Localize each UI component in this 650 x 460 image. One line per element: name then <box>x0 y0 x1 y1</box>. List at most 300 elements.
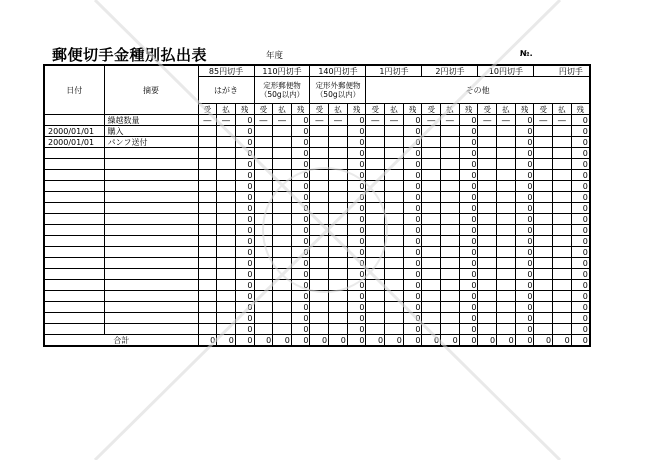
paid-cell[interactable] <box>329 181 348 192</box>
paid-cell[interactable] <box>441 280 460 291</box>
total-value-cell[interactable]: 0 <box>217 335 236 347</box>
balance-cell[interactable]: 0 <box>291 148 310 159</box>
balance-cell[interactable]: 0 <box>403 214 422 225</box>
received-cell[interactable] <box>254 181 273 192</box>
date-cell[interactable] <box>44 269 104 280</box>
paid-cell[interactable] <box>273 291 292 302</box>
received-cell[interactable] <box>422 159 441 170</box>
balance-cell[interactable]: 0 <box>235 236 254 247</box>
balance-cell[interactable]: 0 <box>515 302 534 313</box>
received-cell[interactable] <box>534 313 553 324</box>
received-cell[interactable] <box>366 214 385 225</box>
total-value-cell[interactable]: 0 <box>198 335 217 347</box>
paid-cell[interactable] <box>273 269 292 280</box>
received-cell[interactable] <box>534 170 553 181</box>
received-cell[interactable] <box>534 236 553 247</box>
received-cell[interactable] <box>422 236 441 247</box>
balance-cell[interactable]: 0 <box>235 115 254 126</box>
received-cell[interactable] <box>198 225 217 236</box>
summary-cell[interactable] <box>104 214 198 225</box>
balance-cell[interactable]: 0 <box>459 214 478 225</box>
received-cell[interactable] <box>478 258 497 269</box>
paid-cell[interactable] <box>273 225 292 236</box>
paid-cell[interactable] <box>217 170 236 181</box>
received-cell[interactable] <box>534 225 553 236</box>
received-cell[interactable] <box>254 225 273 236</box>
balance-cell[interactable]: 0 <box>571 159 590 170</box>
paid-cell[interactable] <box>553 203 572 214</box>
received-cell[interactable] <box>366 137 385 148</box>
date-cell[interactable] <box>44 280 104 291</box>
received-cell[interactable] <box>478 148 497 159</box>
received-cell[interactable] <box>422 126 441 137</box>
paid-cell[interactable] <box>385 269 404 280</box>
balance-cell[interactable]: 0 <box>347 225 366 236</box>
balance-cell[interactable]: 0 <box>571 313 590 324</box>
paid-cell[interactable] <box>385 236 404 247</box>
total-value-cell[interactable]: 0 <box>534 335 553 347</box>
balance-cell[interactable]: 0 <box>459 181 478 192</box>
received-cell[interactable] <box>254 313 273 324</box>
total-value-cell[interactable]: 0 <box>310 335 329 347</box>
balance-cell[interactable]: 0 <box>403 137 422 148</box>
date-cell[interactable] <box>44 258 104 269</box>
received-cell[interactable] <box>198 214 217 225</box>
total-value-cell[interactable]: 0 <box>553 335 572 347</box>
paid-cell[interactable] <box>553 159 572 170</box>
received-cell[interactable] <box>310 148 329 159</box>
paid-cell[interactable] <box>385 170 404 181</box>
paid-cell[interactable] <box>441 137 460 148</box>
balance-cell[interactable]: 0 <box>235 302 254 313</box>
total-value-cell[interactable]: 0 <box>254 335 273 347</box>
balance-cell[interactable]: 0 <box>571 324 590 335</box>
received-cell[interactable] <box>310 247 329 258</box>
summary-cell[interactable] <box>104 247 198 258</box>
balance-cell[interactable]: 0 <box>403 269 422 280</box>
received-cell[interactable] <box>366 324 385 335</box>
balance-cell[interactable]: 0 <box>235 192 254 203</box>
paid-cell[interactable] <box>329 302 348 313</box>
received-cell[interactable] <box>254 170 273 181</box>
paid-cell[interactable] <box>329 258 348 269</box>
paid-cell[interactable] <box>441 291 460 302</box>
received-cell[interactable] <box>422 324 441 335</box>
summary-cell[interactable] <box>104 258 198 269</box>
paid-cell[interactable] <box>217 126 236 137</box>
date-cell[interactable] <box>44 181 104 192</box>
summary-cell[interactable] <box>104 313 198 324</box>
paid-cell[interactable] <box>329 159 348 170</box>
paid-cell[interactable] <box>385 247 404 258</box>
received-cell[interactable] <box>534 302 553 313</box>
total-value-cell[interactable]: 0 <box>497 335 516 347</box>
summary-cell[interactable] <box>104 192 198 203</box>
balance-cell[interactable]: 0 <box>403 203 422 214</box>
paid-cell[interactable] <box>497 269 516 280</box>
received-cell[interactable] <box>310 302 329 313</box>
balance-cell[interactable]: 0 <box>459 115 478 126</box>
received-cell[interactable] <box>478 324 497 335</box>
balance-cell[interactable]: 0 <box>459 236 478 247</box>
balance-cell[interactable]: 0 <box>515 291 534 302</box>
paid-cell[interactable] <box>217 214 236 225</box>
balance-cell[interactable]: 0 <box>515 115 534 126</box>
balance-cell[interactable]: 0 <box>459 192 478 203</box>
balance-cell[interactable]: 0 <box>291 214 310 225</box>
received-cell[interactable] <box>310 291 329 302</box>
balance-cell[interactable]: 0 <box>235 324 254 335</box>
received-cell[interactable] <box>310 126 329 137</box>
paid-cell[interactable] <box>273 181 292 192</box>
paid-cell[interactable] <box>217 302 236 313</box>
received-cell[interactable] <box>254 192 273 203</box>
received-cell[interactable] <box>534 148 553 159</box>
balance-cell[interactable]: 0 <box>403 126 422 137</box>
balance-cell[interactable]: 0 <box>403 181 422 192</box>
paid-cell[interactable] <box>385 126 404 137</box>
paid-cell[interactable] <box>273 324 292 335</box>
paid-cell[interactable] <box>441 269 460 280</box>
total-value-cell[interactable]: 0 <box>403 335 422 347</box>
paid-cell[interactable] <box>553 148 572 159</box>
total-value-cell[interactable]: 0 <box>422 335 441 347</box>
total-value-cell[interactable]: 0 <box>235 335 254 347</box>
received-cell[interactable] <box>198 148 217 159</box>
paid-cell[interactable] <box>497 181 516 192</box>
received-cell[interactable] <box>366 148 385 159</box>
paid-cell[interactable] <box>217 258 236 269</box>
paid-cell[interactable] <box>553 280 572 291</box>
balance-cell[interactable]: 0 <box>515 324 534 335</box>
paid-cell[interactable] <box>217 181 236 192</box>
received-cell[interactable] <box>254 148 273 159</box>
balance-cell[interactable]: 0 <box>459 148 478 159</box>
balance-cell[interactable]: 0 <box>347 258 366 269</box>
balance-cell[interactable]: 0 <box>403 258 422 269</box>
paid-cell[interactable] <box>217 192 236 203</box>
received-cell[interactable] <box>254 302 273 313</box>
paid-cell[interactable] <box>497 126 516 137</box>
received-cell[interactable] <box>198 192 217 203</box>
date-cell[interactable] <box>44 291 104 302</box>
paid-cell[interactable] <box>497 302 516 313</box>
date-cell[interactable] <box>44 115 104 126</box>
balance-cell[interactable]: 0 <box>515 192 534 203</box>
received-cell[interactable] <box>366 302 385 313</box>
paid-cell[interactable] <box>329 247 348 258</box>
total-value-cell[interactable]: 0 <box>273 335 292 347</box>
balance-cell[interactable]: 0 <box>291 258 310 269</box>
paid-cell[interactable] <box>441 181 460 192</box>
received-cell[interactable] <box>534 126 553 137</box>
received-cell[interactable] <box>310 159 329 170</box>
received-cell[interactable] <box>422 170 441 181</box>
balance-cell[interactable]: 0 <box>235 313 254 324</box>
paid-cell[interactable] <box>273 170 292 181</box>
received-cell[interactable] <box>198 258 217 269</box>
balance-cell[interactable]: 0 <box>403 302 422 313</box>
balance-cell[interactable]: 0 <box>235 247 254 258</box>
total-value-cell[interactable]: 0 <box>347 335 366 347</box>
summary-cell[interactable] <box>104 236 198 247</box>
paid-cell[interactable] <box>273 126 292 137</box>
received-cell[interactable] <box>534 214 553 225</box>
paid-cell[interactable] <box>441 258 460 269</box>
received-cell[interactable] <box>198 247 217 258</box>
paid-cell[interactable] <box>441 192 460 203</box>
summary-cell[interactable] <box>104 269 198 280</box>
balance-cell[interactable]: 0 <box>515 203 534 214</box>
paid-cell[interactable] <box>273 159 292 170</box>
balance-cell[interactable]: 0 <box>235 126 254 137</box>
balance-cell[interactable]: 0 <box>347 313 366 324</box>
balance-cell[interactable]: 0 <box>571 214 590 225</box>
paid-cell[interactable] <box>329 324 348 335</box>
paid-cell[interactable] <box>217 324 236 335</box>
balance-cell[interactable]: 0 <box>347 302 366 313</box>
balance-cell[interactable]: 0 <box>515 236 534 247</box>
paid-cell[interactable] <box>385 225 404 236</box>
paid-cell[interactable] <box>553 192 572 203</box>
balance-cell[interactable]: 0 <box>235 137 254 148</box>
balance-cell[interactable]: 0 <box>571 192 590 203</box>
paid-cell[interactable] <box>497 159 516 170</box>
summary-cell[interactable] <box>104 302 198 313</box>
received-cell[interactable] <box>534 192 553 203</box>
balance-cell[interactable]: 0 <box>403 291 422 302</box>
paid-cell[interactable] <box>441 225 460 236</box>
balance-cell[interactable]: 0 <box>459 126 478 137</box>
paid-cell[interactable] <box>497 247 516 258</box>
balance-cell[interactable]: 0 <box>571 247 590 258</box>
balance-cell[interactable]: 0 <box>291 137 310 148</box>
paid-cell[interactable] <box>441 159 460 170</box>
balance-cell[interactable]: 0 <box>459 137 478 148</box>
balance-cell[interactable]: 0 <box>291 170 310 181</box>
balance-cell[interactable]: 0 <box>515 225 534 236</box>
balance-cell[interactable]: 0 <box>291 302 310 313</box>
balance-cell[interactable]: 0 <box>571 170 590 181</box>
paid-cell[interactable] <box>497 170 516 181</box>
paid-cell[interactable] <box>217 247 236 258</box>
paid-cell[interactable] <box>441 214 460 225</box>
paid-cell[interactable] <box>497 313 516 324</box>
received-cell[interactable] <box>310 137 329 148</box>
balance-cell[interactable]: 0 <box>515 214 534 225</box>
received-cell[interactable] <box>478 126 497 137</box>
received-cell[interactable] <box>254 247 273 258</box>
paid-cell[interactable] <box>553 313 572 324</box>
balance-cell[interactable]: 0 <box>403 236 422 247</box>
balance-cell[interactable]: 0 <box>347 170 366 181</box>
received-cell[interactable] <box>478 313 497 324</box>
date-cell[interactable] <box>44 214 104 225</box>
received-cell[interactable] <box>310 313 329 324</box>
paid-cell[interactable] <box>553 137 572 148</box>
received-cell[interactable] <box>366 225 385 236</box>
paid-cell[interactable] <box>329 313 348 324</box>
paid-cell[interactable] <box>217 280 236 291</box>
balance-cell[interactable]: 0 <box>235 258 254 269</box>
balance-cell[interactable]: 0 <box>571 148 590 159</box>
received-cell[interactable] <box>254 280 273 291</box>
date-cell[interactable] <box>44 247 104 258</box>
received-cell[interactable] <box>254 214 273 225</box>
received-cell[interactable] <box>254 236 273 247</box>
paid-cell[interactable] <box>553 236 572 247</box>
balance-cell[interactable]: 0 <box>347 159 366 170</box>
paid-cell[interactable] <box>217 225 236 236</box>
received-cell[interactable] <box>422 291 441 302</box>
paid-cell[interactable] <box>385 181 404 192</box>
date-cell[interactable] <box>44 236 104 247</box>
balance-cell[interactable]: 0 <box>403 148 422 159</box>
balance-cell[interactable]: 0 <box>235 159 254 170</box>
paid-cell[interactable] <box>329 148 348 159</box>
received-cell[interactable] <box>366 247 385 258</box>
received-cell[interactable] <box>478 192 497 203</box>
balance-cell[interactable]: 0 <box>235 225 254 236</box>
paid-cell[interactable] <box>497 280 516 291</box>
paid-cell[interactable] <box>385 159 404 170</box>
balance-cell[interactable]: 0 <box>459 258 478 269</box>
balance-cell[interactable]: 0 <box>347 247 366 258</box>
paid-cell[interactable] <box>441 203 460 214</box>
date-cell[interactable] <box>44 302 104 313</box>
received-cell[interactable] <box>478 214 497 225</box>
balance-cell[interactable]: 0 <box>515 181 534 192</box>
balance-cell[interactable]: 0 <box>515 159 534 170</box>
received-cell[interactable] <box>310 269 329 280</box>
balance-cell[interactable]: 0 <box>347 115 366 126</box>
received-cell[interactable] <box>478 181 497 192</box>
received-cell[interactable] <box>478 269 497 280</box>
paid-cell[interactable] <box>217 313 236 324</box>
received-cell[interactable] <box>422 247 441 258</box>
paid-cell[interactable] <box>553 291 572 302</box>
received-cell[interactable] <box>254 126 273 137</box>
paid-cell[interactable] <box>385 203 404 214</box>
paid-cell[interactable] <box>497 324 516 335</box>
paid-cell[interactable] <box>553 258 572 269</box>
received-cell[interactable] <box>534 258 553 269</box>
received-cell[interactable] <box>198 137 217 148</box>
received-cell[interactable] <box>254 159 273 170</box>
received-cell[interactable] <box>310 258 329 269</box>
summary-cell[interactable] <box>104 291 198 302</box>
summary-cell[interactable] <box>104 181 198 192</box>
received-cell[interactable] <box>198 203 217 214</box>
date-cell[interactable] <box>44 148 104 159</box>
paid-cell[interactable] <box>385 214 404 225</box>
balance-cell[interactable]: 0 <box>459 170 478 181</box>
date-cell[interactable] <box>44 203 104 214</box>
paid-cell[interactable] <box>273 203 292 214</box>
paid-cell[interactable] <box>329 269 348 280</box>
balance-cell[interactable]: 0 <box>403 247 422 258</box>
paid-cell[interactable] <box>441 126 460 137</box>
paid-cell[interactable] <box>385 148 404 159</box>
received-cell[interactable] <box>422 269 441 280</box>
paid-cell[interactable] <box>385 302 404 313</box>
paid-cell[interactable] <box>273 192 292 203</box>
balance-cell[interactable]: 0 <box>571 115 590 126</box>
balance-cell[interactable]: 0 <box>403 115 422 126</box>
received-cell[interactable] <box>310 192 329 203</box>
balance-cell[interactable]: 0 <box>459 324 478 335</box>
received-cell[interactable] <box>534 247 553 258</box>
total-value-cell[interactable]: 0 <box>571 335 590 347</box>
received-cell[interactable] <box>310 214 329 225</box>
paid-cell[interactable] <box>553 269 572 280</box>
balance-cell[interactable]: 0 <box>347 192 366 203</box>
date-cell[interactable] <box>44 324 104 335</box>
paid-cell[interactable] <box>273 148 292 159</box>
received-cell[interactable] <box>198 126 217 137</box>
balance-cell[interactable]: 0 <box>515 137 534 148</box>
received-cell[interactable] <box>534 137 553 148</box>
balance-cell[interactable]: 0 <box>515 280 534 291</box>
balance-cell[interactable]: 0 <box>291 324 310 335</box>
balance-cell[interactable]: 0 <box>459 269 478 280</box>
balance-cell[interactable]: 0 <box>291 291 310 302</box>
received-cell[interactable] <box>366 159 385 170</box>
paid-cell[interactable] <box>329 291 348 302</box>
balance-cell[interactable]: 0 <box>403 192 422 203</box>
paid-cell[interactable] <box>441 170 460 181</box>
received-cell[interactable] <box>478 159 497 170</box>
paid-cell[interactable] <box>497 225 516 236</box>
date-cell[interactable]: 2000/01/01 <box>44 126 104 137</box>
total-value-cell[interactable]: 0 <box>459 335 478 347</box>
balance-cell[interactable]: 0 <box>347 137 366 148</box>
balance-cell[interactable]: 0 <box>515 313 534 324</box>
total-value-cell[interactable]: 0 <box>291 335 310 347</box>
balance-cell[interactable]: 0 <box>291 115 310 126</box>
received-cell[interactable] <box>366 269 385 280</box>
paid-cell[interactable] <box>329 225 348 236</box>
received-cell[interactable] <box>534 324 553 335</box>
total-value-cell[interactable]: 0 <box>329 335 348 347</box>
paid-cell[interactable] <box>441 302 460 313</box>
paid-cell[interactable] <box>329 126 348 137</box>
balance-cell[interactable]: 0 <box>459 203 478 214</box>
paid-cell[interactable] <box>329 280 348 291</box>
balance-cell[interactable]: 0 <box>347 214 366 225</box>
balance-cell[interactable]: 0 <box>515 258 534 269</box>
date-cell[interactable] <box>44 192 104 203</box>
paid-cell[interactable] <box>553 324 572 335</box>
balance-cell[interactable]: 0 <box>571 302 590 313</box>
balance-cell[interactable]: 0 <box>571 269 590 280</box>
received-cell[interactable] <box>478 247 497 258</box>
paid-cell[interactable] <box>273 214 292 225</box>
received-cell[interactable] <box>422 258 441 269</box>
balance-cell[interactable]: 0 <box>291 247 310 258</box>
received-cell[interactable] <box>366 313 385 324</box>
summary-cell[interactable]: パンフ送付 <box>104 137 198 148</box>
received-cell[interactable] <box>310 181 329 192</box>
balance-cell[interactable]: 0 <box>235 214 254 225</box>
received-cell[interactable] <box>366 126 385 137</box>
paid-cell[interactable] <box>273 236 292 247</box>
received-cell[interactable] <box>366 203 385 214</box>
paid-cell[interactable] <box>497 148 516 159</box>
balance-cell[interactable]: 0 <box>571 258 590 269</box>
balance-cell[interactable]: 0 <box>235 291 254 302</box>
received-cell[interactable] <box>366 170 385 181</box>
